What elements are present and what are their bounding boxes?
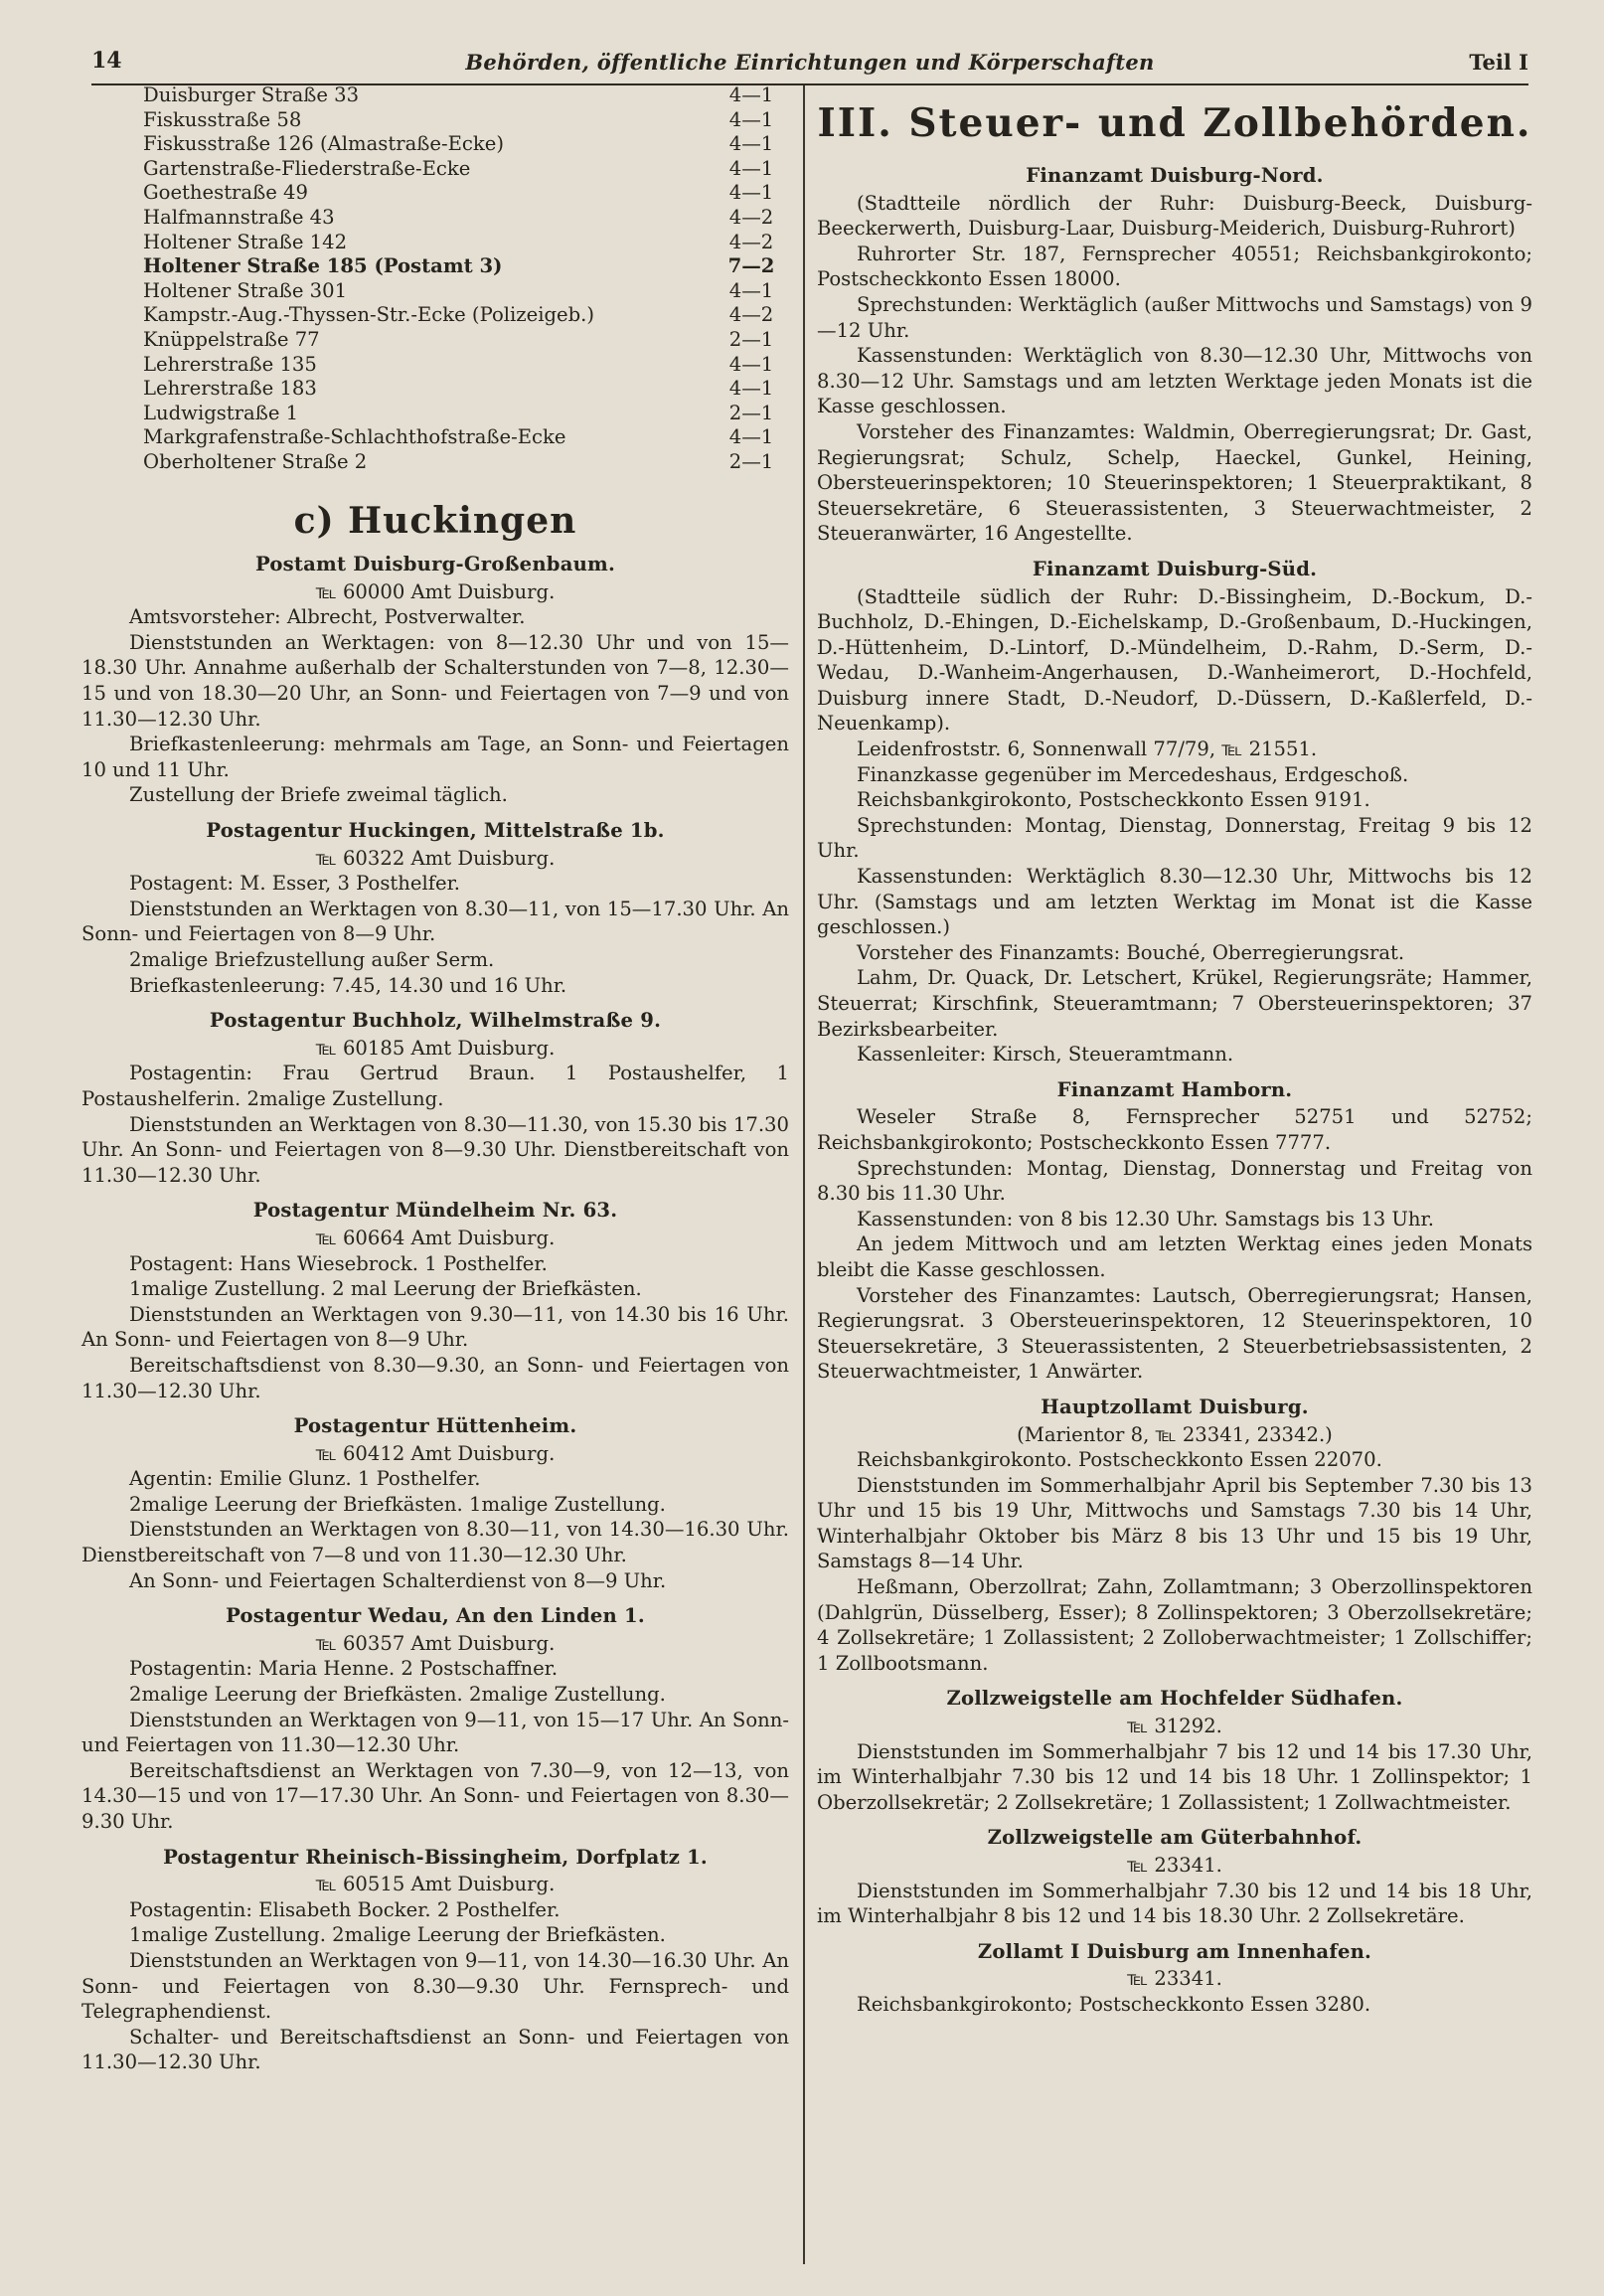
street-row xyxy=(143,353,789,378)
office-title: Postagentur Wedau, An den Linden 1. xyxy=(226,1604,645,1628)
office-paragraph: Leidenfroststr. 6, Sonnenwall 77/79, ℡ 21551. xyxy=(857,738,1318,761)
office-block xyxy=(81,1603,789,1834)
office-block xyxy=(817,557,1532,1067)
office-block xyxy=(817,163,1532,547)
office-paragraph: Bereitschaftsdienst von 8.30—9.30, an Sonn- und Feiertagen von 11.30—12.30 Uhr. xyxy=(81,1353,789,1402)
office-title: Finanzamt Duisburg-Süd. xyxy=(1032,557,1318,580)
office-paragraph: Dienststunden im Sommerhalbjahr April bis September 7.30 bis 13 Uhr und 15 bis 19 Uhr, Mittwochs und Samstags 7.30 bis 14 Uhr, Winterhalbjahr Oktober bis März 8 bis 13 Uhr und 15 bis 19 Uhr, Samstags 8—14 Uhr. xyxy=(817,1473,1532,1573)
street-range: 4—1 xyxy=(728,377,774,401)
right-office-list xyxy=(817,163,1532,2018)
office-paragraph: Vorsteher des Finanzamts: Bouché, Oberregierungsrat. xyxy=(857,940,1405,964)
office-title: Finanzamt Hamborn. xyxy=(1056,1077,1293,1101)
street-row xyxy=(143,83,789,108)
street-name: Kampstr.-Aug.-Thyssen-Str.-Ecke (Polizeigeb.) xyxy=(143,303,595,327)
page-header xyxy=(91,44,1528,85)
street-row xyxy=(143,254,789,279)
office-paragraph: Dienststunden an Werktagen von 9—11, von 14.30—16.30 Uhr. An Sonn- und Feiertagen von 8.30—9.30 Uhr. Fernsprech- und Telegraphendienst. xyxy=(81,1948,789,2024)
street-row xyxy=(143,425,789,450)
office-paragraph: Finanzkasse gegenüber im Mercedeshaus, Erdgeschoß. xyxy=(857,762,1409,786)
office-title: Finanzamt Duisburg-Nord. xyxy=(1026,164,1324,187)
left-column xyxy=(81,83,789,2266)
office-paragraph: Dienststunden an Werktagen von 8.30—11.30, von 15.30 bis 17.30 Uhr. An Sonn- und Feiertagen von 8—9.30 Uhr. Dienstbereitschaft von 11.30—12.30 Uhr. xyxy=(81,1112,789,1187)
street-range: 4—2 xyxy=(728,303,774,327)
street-name: Lehrerstraße 135 xyxy=(143,352,317,376)
office-paragraph: Briefkastenleerung: 7.45, 14.30 und 16 Uhr. xyxy=(129,973,567,997)
office-phone: ℡ 60412 Amt Duisburg. xyxy=(315,1441,556,1465)
street-row xyxy=(143,181,789,206)
street-range: 4—1 xyxy=(728,132,774,156)
office-paragraph: Dienststunden an Werktagen von 8.30—11, von 15—17.30 Uhr. An Sonn- und Feiertagen von 8—9 Uhr. xyxy=(81,897,789,946)
running-title: Behörden, öffentliche Einrichtungen und Körperschaften xyxy=(465,50,1155,75)
office-title: Postagentur Buchholz, Wilhelmstraße 9. xyxy=(209,1009,662,1033)
office-block xyxy=(817,1077,1532,1385)
street-row xyxy=(143,328,789,353)
office-paragraph: Ruhrorter Str. 187, Fernsprecher 40551; Reichsbankgirokonto; Postscheckkonto Essen 18000. xyxy=(817,242,1532,291)
office-paragraph: An Sonn- und Feiertagen Schalterdienst von 8—9 Uhr. xyxy=(129,1568,667,1592)
office-title: Zollzweigstelle am Hochfelder Südhafen. xyxy=(946,1687,1403,1711)
column-divider xyxy=(803,85,805,2264)
office-paragraph: Dienststunden im Sommerhalbjahr 7.30 bis 12 und 14 bis 18 Uhr, im Winterhalbjahr 8 bis 12 und 14 bis 18.30 Uhr. 2 Zollsekretäre. xyxy=(817,1879,1532,1928)
office-title: Postamt Duisburg-Großenbaum. xyxy=(255,553,615,576)
street-name: Holtener Straße 301 xyxy=(143,278,348,302)
street-row xyxy=(143,206,789,231)
street-range: 4—1 xyxy=(728,278,774,302)
street-range: 4—1 xyxy=(728,425,774,449)
office-block xyxy=(81,1845,789,2075)
street-range: 4—2 xyxy=(728,205,774,229)
street-name: Fiskusstraße 58 xyxy=(143,107,302,131)
office-paragraph: Sprechstunden: Werktäglich (außer Mittwochs und Samstags) von 9—12 Uhr. xyxy=(817,292,1532,342)
street-row xyxy=(143,279,789,304)
office-paragraph: Bereitschaftsdienst an Werktagen von 7.30—9, von 12—13, von 14.30—15 und von 17—17.30 Uhr. An Sonn- und Feiertagen von 8.30—9.30 Uhr. xyxy=(81,1758,789,1833)
office-title: Postagentur Mündelheim Nr. 63. xyxy=(252,1199,618,1223)
street-name: Halfmannstraße 43 xyxy=(143,205,335,229)
street-name: Gartenstraße-Fliederstraße-Ecke xyxy=(143,156,471,180)
office-block xyxy=(81,818,789,998)
office-block xyxy=(81,1413,789,1593)
street-name: Ludwigstraße 1 xyxy=(143,401,299,424)
office-paragraph: Dienststunden an Werktagen von 9.30—11, von 14.30 bis 16 Uhr. An Sonn- und Feiertagen von 8—9 Uhr. xyxy=(81,1302,789,1352)
office-paragraph: 1malige Zustellung. 2 mal Leerung der Briefkästen. xyxy=(129,1277,642,1301)
left-office-list xyxy=(81,552,789,2075)
street-name: Markgrafenstraße-Schlachthofstraße-Ecke xyxy=(143,425,566,449)
office-paragraph: Vorsteher des Finanzamtes: Waldmin, Oberregierungsrat; Dr. Gast, Regierungsrat; Schulz, Schelp, Haeckel, Gunkel, Heining, Obersteuerinspektoren; 10 Steuerinspektoren; 1 Steuerpraktikant, 8 Steuersekretäre, 6 Steuerassistenten, 3 Steuerwachtmeister, 2 Steueranwärter, 16 Angestellte. xyxy=(817,419,1532,546)
part-label: Teil I xyxy=(1469,50,1528,75)
office-paragraph: Reichsbankgirokonto; Postscheckkonto Essen 3280. xyxy=(857,1992,1371,2016)
office-paragraph: Kassenstunden: von 8 bis 12.30 Uhr. Samstags bis 13 Uhr. xyxy=(857,1207,1434,1230)
street-range: 4—1 xyxy=(728,352,774,376)
street-range: 2—1 xyxy=(728,401,774,424)
street-name: Duisburger Straße 33 xyxy=(143,83,360,106)
street-name: Oberholtener Straße 2 xyxy=(143,449,368,473)
office-phone: ℡ 60515 Amt Duisburg. xyxy=(315,1873,556,1896)
office-paragraph: 2malige Leerung der Briefkästen. 1malige Zustellung. xyxy=(129,1492,666,1516)
office-paragraph: Reichsbankgirokonto, Postscheckkonto Essen 9191. xyxy=(857,788,1370,812)
office-paragraph: Weseler Straße 8, Fernsprecher 52751 und 52752; Reichsbankgirokonto; Postscheckkonto Essen 7777. xyxy=(817,1105,1532,1154)
office-phone: ℡ 60185 Amt Duisburg. xyxy=(315,1036,556,1060)
page-number: 14 xyxy=(91,48,122,74)
office-title: Postagentur Huckingen, Mittelstraße 1b. xyxy=(206,819,665,843)
office-title: Zollzweigstelle am Güterbahnhof. xyxy=(987,1826,1363,1850)
street-range: 7—2 xyxy=(727,254,775,278)
office-paragraph: Sprechstunden: Montag, Dienstag, Donnerstag und Freitag von 8.30 bis 11.30 Uhr. xyxy=(817,1156,1532,1206)
office-paragraph: Sprechstunden: Montag, Dienstag, Donnerstag, Freitag 9 bis 12 Uhr. xyxy=(817,813,1532,863)
office-paragraph: Dienststunden an Werktagen von 8.30—11, von 14.30—16.30 Uhr. Dienstbereitschaft von 7—8 und von 11.30—12.30 Uhr. xyxy=(81,1518,789,1567)
right-column xyxy=(817,83,1532,2266)
street-row xyxy=(143,377,789,402)
office-paragraph: Kassenstunden: Werktäglich 8.30—12.30 Uhr, Mittwochs bis 12 Uhr. (Samstags und am letzten Werktag im Monat ist die Kasse geschlossen.) xyxy=(817,865,1532,939)
street-range: 4—2 xyxy=(728,230,774,253)
office-block xyxy=(81,1008,789,1188)
office-paragraph: (Stadtteile südlich der Ruhr: D.-Bissingheim, D.-Bockum, D.-Buchholz, D.-Ehingen, D.-Eichelskamp, D.-Großenbaum, D.-Huckingen, D.-Hüttenheim, D.-Lintorf, D.-Mündelheim, D.-Rahm, D.-Serm, D.-Wedau, D.-Wanheim-Angerhausen, D.-Wanheimerort, D.-Hochfeld, Duisburg innere Stadt, D.-Neudorf, D.-Düssern, D.-Kaßlerfeld, D.-Neuenkamp). xyxy=(817,584,1532,736)
office-paragraph: Postagentin: Maria Henne. 2 Postschaffner. xyxy=(129,1657,559,1681)
section-heading-huckingen: c) Huckingen xyxy=(293,499,577,542)
street-row xyxy=(143,157,789,182)
street-row xyxy=(143,402,789,426)
office-paragraph: Vorsteher des Finanzamtes: Lautsch, Oberregierungsrat; Hansen, Regierungsrat. 3 Obersteuerinspektoren, 12 Steuerinspektoren, 10 Steuersekretäre, 3 Steuerassistenten, 2 Steuerbetriebsassistenten, 2 Steuerwachtmeister, 1 Anwärter. xyxy=(817,1283,1532,1384)
office-paragraph: Postagentin: Frau Gertrud Braun. 1 Postaushelfer, 1 Postaushelferin. 2malige Zustellung. xyxy=(81,1062,789,1110)
office-paragraph: Zustellung der Briefe zweimal täglich. xyxy=(129,783,508,807)
street-list xyxy=(81,83,789,475)
street-row xyxy=(143,108,789,133)
street-name: Holtener Straße 142 xyxy=(143,230,348,253)
office-block xyxy=(81,552,789,808)
street-range: 4—1 xyxy=(728,156,774,180)
office-paragraph: Postagentin: Elisabeth Bocker. 2 Posthelfer. xyxy=(129,1897,561,1921)
street-range: 4—1 xyxy=(728,107,774,131)
office-paragraph: Kassenstunden: Werktäglich von 8.30—12.30 Uhr, Mittwochs von 8.30—12 Uhr. Samstags und am letzten Werktage jeden Monats ist die Kasse geschlossen. xyxy=(817,344,1532,418)
office-title: Zollamt I Duisburg am Innenhafen. xyxy=(977,1939,1372,1963)
office-paragraph: Dienststunden im Sommerhalbjahr 7 bis 12 und 14 bis 17.30 Uhr, im Winterhalbjahr 7.30 bis 12 und 14 bis 18 Uhr. 1 Zollinspektor; 1 Oberzollsekretär; 2 Zollsekretäre; 1 Zollassistent; 1 Zollwachtmeister. xyxy=(817,1739,1532,1814)
office-paragraph: Amtsvorsteher: Albrecht, Postverwalter. xyxy=(129,605,526,629)
office-paragraph: Agentin: Emilie Glunz. 1 Posthelfer. xyxy=(129,1467,481,1491)
street-row xyxy=(143,450,789,475)
office-title: Postagentur Rheinisch-Bissingheim, Dorfplatz 1. xyxy=(163,1845,708,1869)
street-name: Knüppelstraße 77 xyxy=(143,327,320,351)
office-title: Postagentur Hüttenheim. xyxy=(293,1414,577,1438)
office-subtitle: (Marientor 8, ℡ 23341, 23342.) xyxy=(1017,1422,1333,1446)
office-paragraph: 1malige Zustellung. 2malige Leerung der Briefkästen. xyxy=(129,1923,666,1947)
office-paragraph: Dienststunden an Werktagen: von 8—12.30 Uhr und von 15—18.30 Uhr. Annahme außerhalb der Schalterstunden von 7—8, 12.30—15 und von 18.30—20 Uhr, an Sonn- und Feiertagen von 7—9 und von 11.30—12.30 Uhr. xyxy=(81,630,789,731)
street-name: Holtener Straße 185 (Postamt 3) xyxy=(143,254,503,278)
street-row xyxy=(143,132,789,157)
street-name: Goethestraße 49 xyxy=(143,181,308,205)
office-block xyxy=(81,1198,789,1403)
office-paragraph: Postagent: Hans Wiesebrock. 1 Posthelfer. xyxy=(129,1251,548,1275)
office-paragraph: Postagent: M. Esser, 3 Posthelfer. xyxy=(129,872,461,896)
section-heading-steuer-zoll: III. Steuer- und Zollbehörden. xyxy=(817,100,1532,146)
office-paragraph: Schalter- und Bereitschaftsdienst an Sonn- und Feiertagen von 11.30—12.30 Uhr. xyxy=(81,2025,789,2074)
street-range: 2—1 xyxy=(728,449,774,473)
office-phone: ℡ 60322 Amt Duisburg. xyxy=(315,846,556,870)
street-row xyxy=(143,231,789,255)
street-row xyxy=(143,303,789,328)
office-subtitle: ℡ 31292. xyxy=(1127,1715,1222,1738)
office-title: Hauptzollamt Duisburg. xyxy=(1041,1394,1309,1418)
office-paragraph: Lahm, Dr. Quack, Dr. Letschert, Krükel, Regierungsräte; Hammer, Steuerrat; Kirschfink, Steueramtmann; 7 Obersteuerinspektoren; 37 Bezirksbearbeiter. xyxy=(817,966,1532,1041)
street-range: 4—1 xyxy=(728,181,774,205)
street-name: Fiskusstraße 126 (Almastraße-Ecke) xyxy=(143,132,504,156)
office-paragraph: Dienststunden an Werktagen von 9—11, von 15—17 Uhr. An Sonn- und Feiertagen von 11.30—12.30 Uhr. xyxy=(81,1708,789,1757)
office-paragraph: Heßmann, Oberzollrat; Zahn, Zollamtmann; 3 Oberzollinspektoren (Dahlgrün, Düsselberg, Esser); 8 Zollinspektoren; 3 Oberzollsekretäre; 4 Zollsekretäre; 1 Zollassistent; 2 Zolloberwachtmeister; 1 Zollschiffer; 1 Zollbootsmann. xyxy=(817,1575,1532,1675)
office-phone: ℡ 60664 Amt Duisburg. xyxy=(315,1226,556,1249)
street-range: 2—1 xyxy=(728,327,774,351)
office-block xyxy=(817,1825,1532,1928)
office-block xyxy=(817,1686,1532,1815)
office-subtitle: ℡ 23341. xyxy=(1127,1967,1222,1991)
office-paragraph: 2malige Leerung der Briefkästen. 2malige Zustellung. xyxy=(129,1683,666,1707)
office-paragraph: Reichsbankgirokonto. Postscheckkonto Essen 22070. xyxy=(857,1448,1382,1472)
street-name: Lehrerstraße 183 xyxy=(143,377,317,401)
office-paragraph: 2malige Briefzustellung außer Serm. xyxy=(129,948,495,971)
office-paragraph: Briefkastenleerung: mehrmals am Tage, an Sonn- und Feiertagen 10 und 11 Uhr. xyxy=(81,733,789,781)
office-paragraph: An jedem Mittwoch und am letzten Werktag eines jeden Monats bleibt die Kasse geschlossen. xyxy=(817,1232,1532,1281)
office-block xyxy=(817,1394,1532,1677)
street-range: 4—1 xyxy=(728,83,774,106)
office-block xyxy=(817,1939,1532,2018)
office-paragraph: (Stadtteile nördlich der Ruhr: Duisburg-Beeck, Duisburg-Beeckerwerth, Duisburg-Laar, Duisburg-Meiderich, Duisburg-Ruhrort) xyxy=(817,191,1532,241)
office-phone: ℡ 60000 Amt Duisburg. xyxy=(315,579,556,603)
office-paragraph: Kassenleiter: Kirsch, Steueramtmann. xyxy=(857,1043,1234,1066)
office-subtitle: ℡ 23341. xyxy=(1127,1854,1222,1877)
office-phone: ℡ 60357 Amt Duisburg. xyxy=(315,1631,556,1655)
